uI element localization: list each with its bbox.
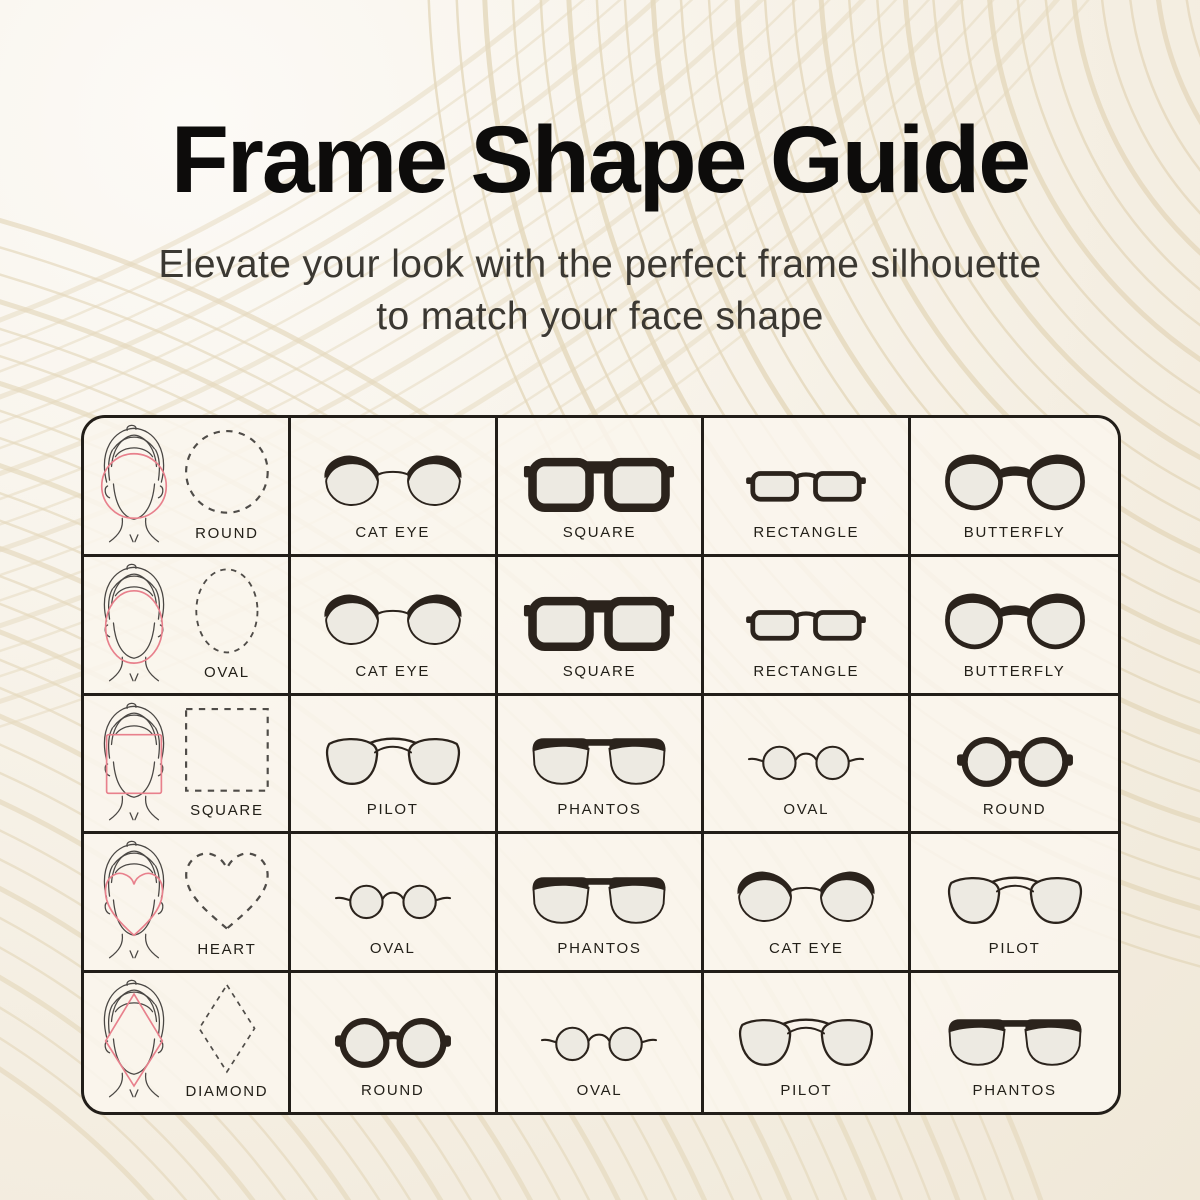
subtitle-line-1: Elevate your look with the perfect frame silhouette	[158, 242, 1042, 286]
subtitle-line-2: to match your face shape	[376, 295, 824, 339]
face-shape-label: ROUND	[195, 524, 259, 542]
frame-shape-label: ROUND	[982, 801, 1047, 819]
face-shape-label: DIAMOND	[185, 1083, 269, 1100]
oval-glasses-icon	[730, 723, 882, 799]
hero-section	[0, 0, 1200, 343]
frame-cell	[498, 557, 705, 696]
pilot-glasses-icon	[939, 862, 1091, 938]
frame-cell	[911, 696, 1118, 835]
frame-cell	[911, 973, 1118, 1112]
frame-cell	[291, 973, 498, 1112]
face-outline-wrap	[176, 704, 278, 796]
frame-cell	[498, 834, 705, 973]
face-cell-diamond	[84, 973, 291, 1112]
frame-cell	[911, 557, 1118, 696]
butterfly-glasses-icon	[939, 585, 1091, 661]
frame-shape-label: PILOT	[366, 801, 419, 819]
face-cell-heart	[84, 834, 291, 973]
pilot-glasses-icon	[317, 723, 469, 799]
face-round-illustration-icon	[90, 422, 178, 550]
frame-cell	[498, 973, 705, 1112]
frame-cell	[291, 418, 498, 557]
oval-glasses-icon	[523, 1004, 675, 1080]
dashed-oval-icon	[176, 565, 278, 657]
face-diamond-illustration-icon	[90, 977, 178, 1105]
face-shape-label: OVAL	[204, 663, 250, 681]
cat-eye-glasses-icon	[730, 862, 882, 938]
frame-cell	[911, 834, 1118, 973]
frame-cell	[911, 418, 1118, 557]
face-outline-wrap	[176, 981, 278, 1076]
square-glasses-icon	[523, 585, 675, 661]
frame-shape-guide-table	[81, 415, 1121, 1115]
frame-shape-label: OVAL	[783, 801, 830, 819]
frame-cell	[704, 834, 911, 973]
frame-shape-label: OVAL	[369, 940, 416, 958]
frame-cell	[704, 418, 911, 557]
frame-shape-label: BUTTERFLY	[963, 662, 1066, 680]
frame-shape-label: CAT EYE	[355, 523, 431, 541]
dashed-heart-icon	[176, 842, 278, 934]
face-outline-wrap	[176, 565, 278, 657]
frame-shape-label: ROUND	[360, 1082, 425, 1099]
frame-cell	[498, 418, 705, 557]
dashed-diamond-icon	[176, 981, 278, 1076]
page-subtitle	[0, 239, 1200, 344]
dashed-circle-icon	[176, 426, 278, 518]
frame-cell	[291, 834, 498, 973]
frame-cell	[498, 696, 705, 835]
pilot-glasses-icon	[730, 1004, 882, 1080]
face-heart-illustration-icon	[90, 838, 178, 966]
phantos-glasses-icon	[523, 862, 675, 938]
face-square-illustration-icon	[90, 700, 178, 828]
round-glasses-icon	[317, 1004, 469, 1080]
oval-glasses-icon	[317, 862, 469, 938]
cat-eye-glasses-icon	[317, 446, 469, 522]
frame-shape-label: RECTANGLE	[753, 662, 860, 680]
dashed-square-icon	[176, 704, 278, 796]
frame-shape-label: OVAL	[576, 1082, 623, 1099]
frame-shape-label: CAT EYE	[768, 940, 844, 958]
butterfly-glasses-icon	[939, 446, 1091, 522]
frame-cell	[704, 557, 911, 696]
frame-cell	[704, 973, 911, 1112]
face-oval-illustration-icon	[90, 561, 178, 689]
face-shape-label: HEART	[197, 941, 257, 959]
frame-cell	[704, 696, 911, 835]
frame-shape-label: PHANTOS	[972, 1082, 1057, 1099]
round-glasses-icon	[939, 723, 1091, 799]
cat-eye-glasses-icon	[317, 585, 469, 661]
phantos-glasses-icon	[939, 1004, 1091, 1080]
frame-cell	[291, 696, 498, 835]
frame-shape-label: SQUARE	[562, 523, 637, 541]
frame-shape-label: RECTANGLE	[753, 523, 860, 541]
face-cell-square	[84, 696, 291, 835]
frame-shape-label: PHANTOS	[557, 801, 642, 819]
face-outline-wrap	[176, 842, 278, 934]
phantos-glasses-icon	[523, 723, 675, 799]
frame-shape-label: SQUARE	[562, 662, 637, 680]
page-title: Frame Shape Guide	[170, 107, 1030, 213]
rectangle-glasses-icon	[730, 585, 882, 661]
face-cell-oval	[84, 557, 291, 696]
face-shape-label: SQUARE	[190, 802, 264, 820]
frame-shape-label: PILOT	[780, 1082, 833, 1099]
square-glasses-icon	[523, 446, 675, 522]
frame-shape-label: PHANTOS	[557, 940, 642, 958]
rectangle-glasses-icon	[730, 446, 882, 522]
face-outline-wrap	[176, 426, 278, 518]
frame-shape-label: BUTTERFLY	[963, 523, 1066, 541]
frame-shape-label: CAT EYE	[355, 662, 431, 680]
face-cell-round	[84, 418, 291, 557]
frame-shape-label: PILOT	[988, 940, 1041, 958]
frame-cell	[291, 557, 498, 696]
